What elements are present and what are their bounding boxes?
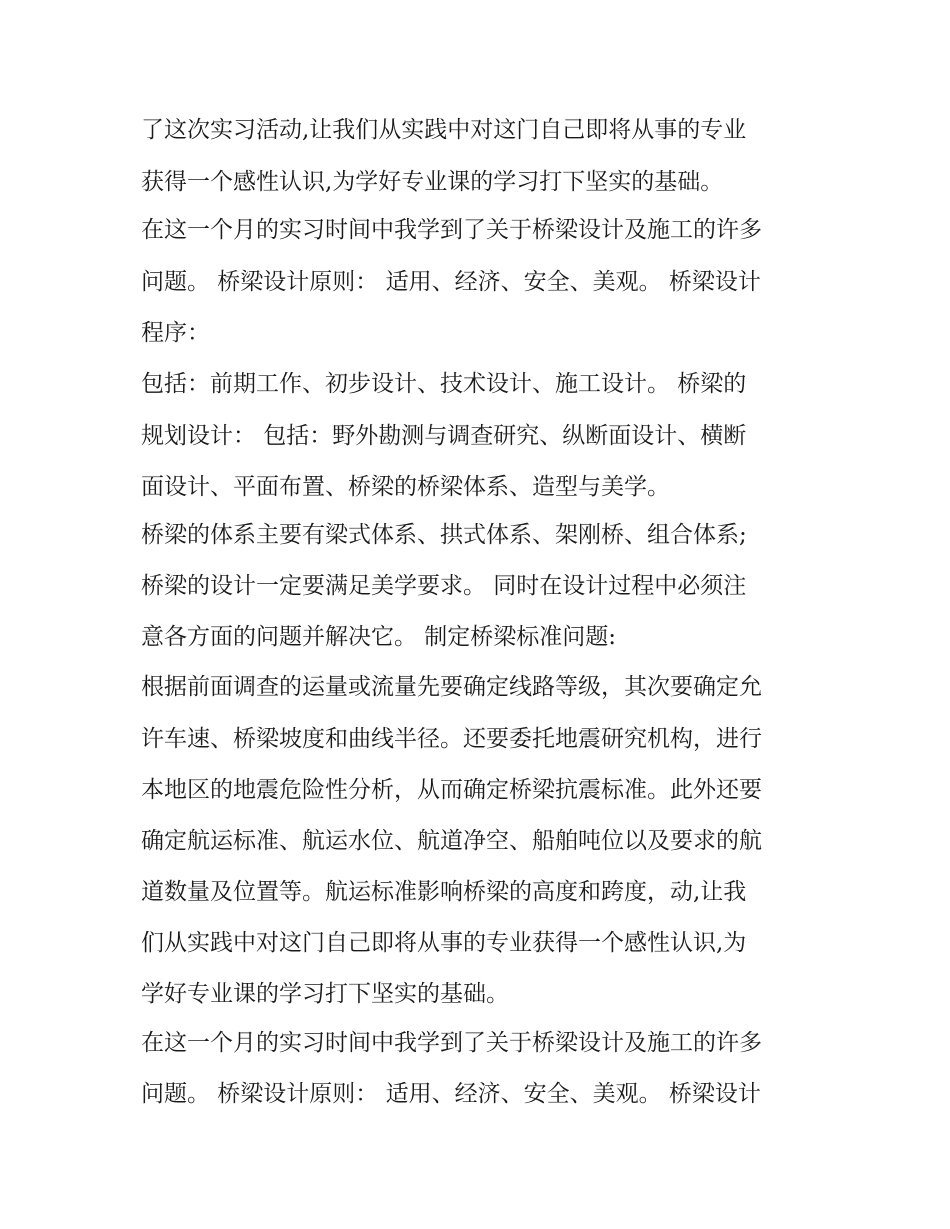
text-line: 包括：前期工作、初步设计、技术设计、施工设计。 桥梁的 <box>141 371 747 397</box>
text-line: 问题。 桥梁设计原则： 适用、经济、安全、美观。 桥梁设计 <box>141 269 761 295</box>
text-line: 了这次实习活动,让我们从实践中对这门自己即将从事的专业 <box>141 117 747 143</box>
text-line: 学好专业课的学习打下坚实的基础。 <box>141 981 509 1007</box>
text-line: 许车速、桥梁坡度和曲线半径。还要委托地震研究机构，进行 <box>141 726 762 752</box>
text-line: 桥梁的设计一定要满足美学要求。 同时在设计过程中必须注 <box>141 573 747 599</box>
text-line: 本地区的地震危险性分析，从而确定桥梁抗震标准。此外还要 <box>141 777 762 803</box>
text-line: 程序： <box>141 320 210 346</box>
text-line: 意各方面的问题并解决它。 制定桥梁标准问题: <box>141 624 617 650</box>
text-line: 问题。 桥梁设计原则： 适用、经济、安全、美观。 桥梁设计 <box>141 1081 761 1107</box>
text-line: 桥梁的体系主要有梁式体系、拱式体系、架刚桥、组合体系; <box>141 522 747 548</box>
text-line: 根据前面调查的运量或流量先要确定线路等级，其次要确定允 <box>141 674 762 700</box>
text-line: 在这一个月的实习时间中我学到了关于桥梁设计及施工的许多 <box>141 1030 762 1056</box>
text-line: 获得一个感性认识,为学好专业课的学习打下坚实的基础。 <box>141 169 724 195</box>
text-line: 在这一个月的实习时间中我学到了关于桥梁设计及施工的许多 <box>141 217 762 243</box>
text-line: 确定航运标准、航运水位、航道净空、船舶吨位以及要求的航 <box>141 828 762 854</box>
text-line: 们从实践中对这门自己即将从事的专业获得一个感性认识,为 <box>141 930 747 956</box>
text-line: 规划设计： 包括：野外勘测与调查研究、纵断面设计、横断 <box>141 423 747 449</box>
text-line: 道数量及位置等。航运标准影响桥梁的高度和跨度，动,让我 <box>141 879 747 905</box>
text-line: 面设计、平面布置、桥梁的桥梁体系、造型与美学。 <box>141 474 670 500</box>
